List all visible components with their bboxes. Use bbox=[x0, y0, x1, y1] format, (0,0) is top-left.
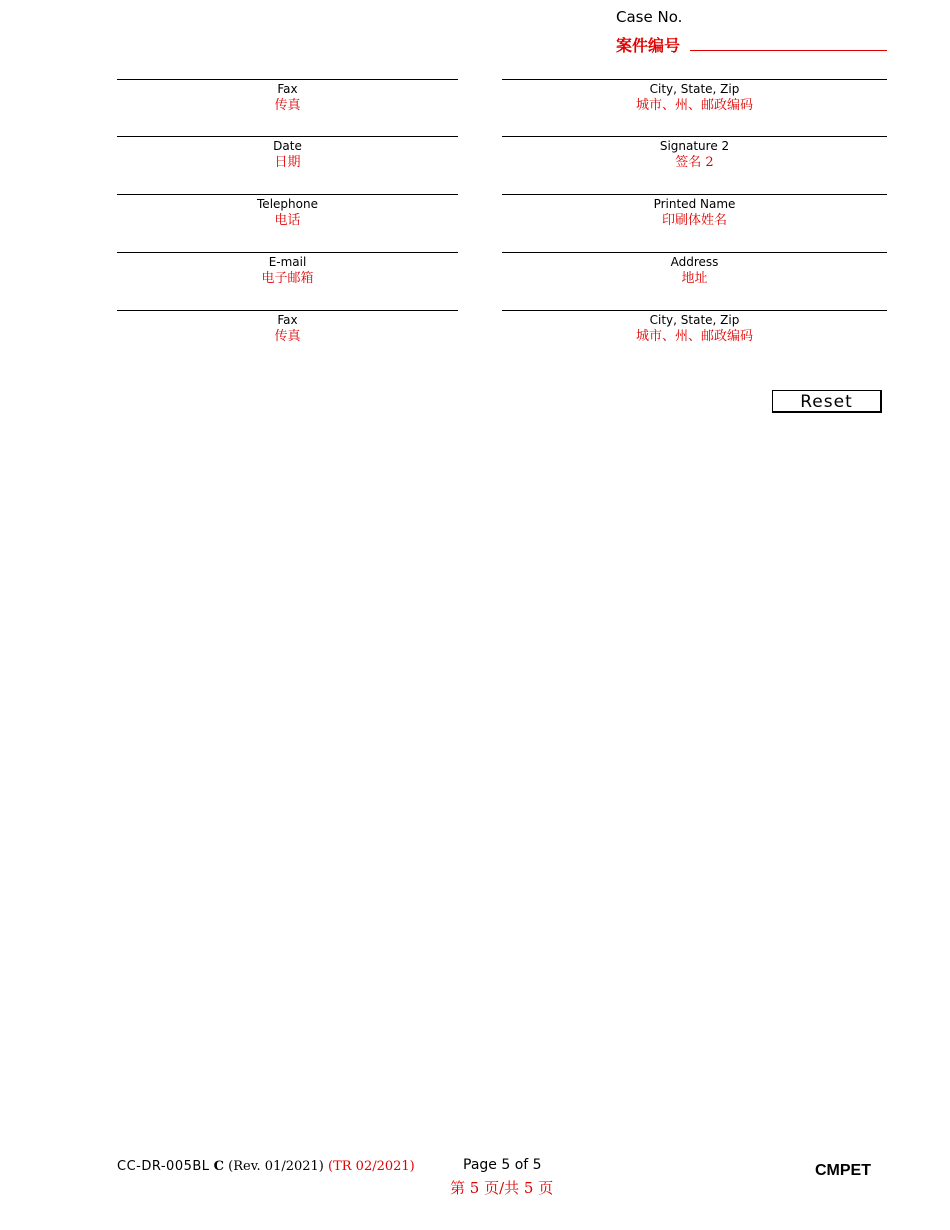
field-label-zh: 签名 2 bbox=[675, 155, 714, 170]
field-label-zh: 传真 bbox=[274, 329, 301, 344]
field-label: Fax bbox=[277, 313, 298, 327]
field-label: Signature 2 bbox=[659, 139, 730, 153]
field-label-zh: 城市、州、邮政编码 bbox=[635, 98, 753, 113]
page-number: Page 5 of 5 bbox=[463, 1157, 542, 1173]
field-label-zh: 城市、州、邮政编码 bbox=[635, 329, 753, 344]
field-label: Printed Name bbox=[653, 197, 736, 211]
brand-mark: CMPET bbox=[815, 1162, 871, 1179]
field-label: Address bbox=[670, 255, 719, 269]
field-telephone[interactable] bbox=[117, 194, 458, 250]
field-label-zh: 地址 bbox=[681, 271, 708, 286]
field-address[interactable] bbox=[502, 252, 887, 308]
field-label-zh: 电话 bbox=[274, 213, 301, 228]
field-label: Telephone bbox=[257, 197, 318, 211]
field-label: City, State, Zip bbox=[649, 313, 740, 327]
reset-button[interactable]: Reset bbox=[772, 390, 882, 413]
translation-revision: (TR 02/2021) bbox=[328, 1159, 415, 1174]
field-label-zh: 电子邮箱 bbox=[261, 271, 314, 286]
case-no-field[interactable] bbox=[690, 50, 887, 51]
case-no-label-zh: 案件编号 bbox=[616, 36, 681, 55]
case-no-label: Case No. bbox=[616, 8, 683, 26]
form-id bbox=[117, 1159, 415, 1174]
field-date[interactable] bbox=[117, 136, 458, 192]
field-email[interactable] bbox=[117, 252, 458, 308]
field-label-zh: 传真 bbox=[274, 98, 301, 113]
field-fax-1[interactable] bbox=[117, 79, 458, 135]
field-city-state-zip-2[interactable] bbox=[502, 310, 887, 366]
field-fax-2[interactable] bbox=[117, 310, 458, 366]
field-label: Date bbox=[273, 139, 302, 153]
field-label-zh: 日期 bbox=[274, 155, 301, 170]
form-code: CC-DR-005BL bbox=[117, 1159, 210, 1174]
form-suffix: C bbox=[213, 1159, 225, 1174]
field-label-zh: 印刷体姓名 bbox=[661, 213, 727, 228]
field-signature-2[interactable] bbox=[502, 136, 887, 192]
field-label: Fax bbox=[277, 82, 298, 96]
field-city-state-zip-1[interactable] bbox=[502, 79, 887, 135]
field-label: City, State, Zip bbox=[649, 82, 740, 96]
field-printed-name[interactable] bbox=[502, 194, 887, 250]
form-revision: (Rev. 01/2021) bbox=[228, 1159, 324, 1174]
field-label: E-mail bbox=[268, 255, 307, 269]
page-number-zh: 第 5 页/共 5 页 bbox=[450, 1179, 554, 1197]
